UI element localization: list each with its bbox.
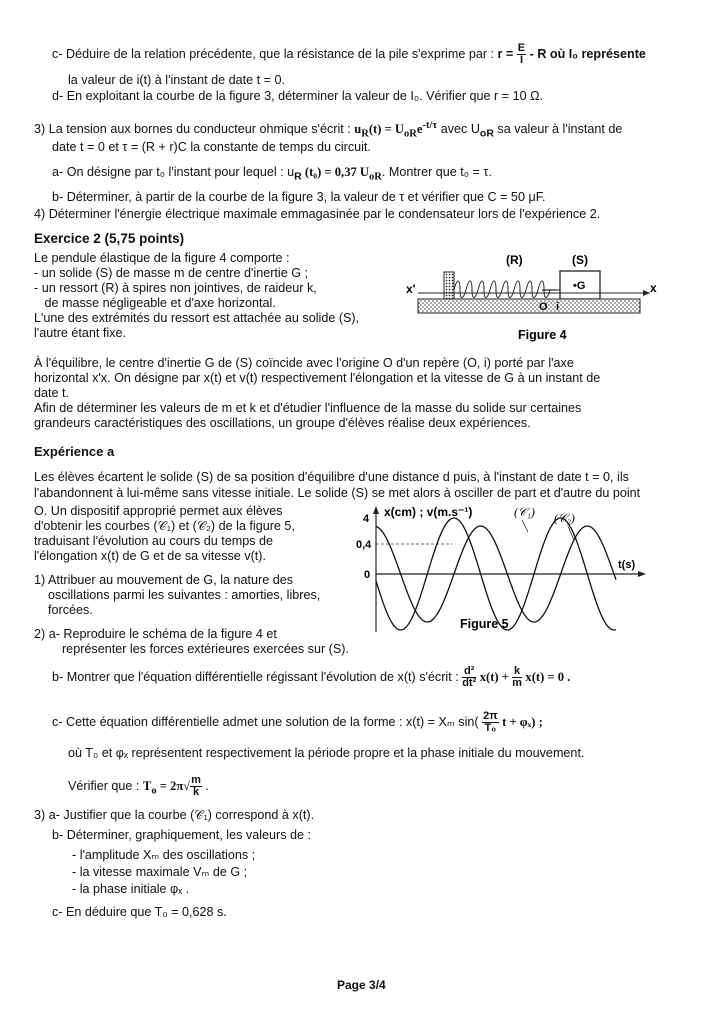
list-item: - la phase initiale φₓ .: [72, 882, 190, 896]
paragraph-line: traduisant l'évolution au cours du temps de: [34, 534, 274, 548]
paragraph-line: Afin de déterminer les valeurs de m et k et d'étudier l'influence de la masse du solide sur certaines: [34, 401, 582, 415]
label-x: x: [650, 281, 657, 295]
experiment-a-line: Les élèves écartent le solide (S) de sa position d'équilibre d'une distance d puis, à l'instant de date t = 0, ils: [34, 470, 629, 484]
question-1: [34, 573, 320, 618]
label-x-prime: x': [406, 282, 416, 296]
curve-c1-label: (𝒞₁): [514, 505, 535, 519]
paragraph-line: l'élongation x(t) de G et de sa vitesse v(t).: [34, 549, 266, 563]
question-3a-part2: 3) a- Justifier que la courbe (𝒞₁) correspond à x(t).: [34, 808, 315, 822]
t-axis-label: t(s): [618, 559, 636, 571]
question-3b: b- Déterminer, à partir de la courbe de la figure 3, la valeur de τ et vérifier que C = 50 μF.: [52, 190, 546, 204]
tick-0-4: 0,4: [356, 539, 372, 551]
label-solid: (S): [572, 253, 588, 267]
y-axis-arrow-icon: [373, 506, 379, 514]
figure-5-caption: Figure 5: [460, 617, 509, 631]
paragraph-line: À l'équilibre, le centre d'inertie G de (S) coïncide avec l'origine O d'un repère (O, i) porté par l'axe: [34, 356, 574, 370]
question-3b-items: [72, 848, 255, 897]
intro-line: Le pendule élastique de la figure 4 comporte :: [34, 251, 290, 265]
tick-0: 0: [364, 569, 371, 581]
figure-5: [352, 502, 652, 642]
question-3a: a- On désigne par t₀ l'instant pour lequel : $u_R$ (t₀) = 0,37 $U_{oR}$. Montrer que t₀ = τ.: [52, 165, 492, 183]
paragraph-line: O. Un dispositif approprié permet aux élèves: [34, 504, 283, 518]
intro-line: l'autre étant fixe.: [34, 326, 127, 340]
label-center-of-mass: •G: [573, 280, 586, 292]
page-number: Page 3/4: [337, 978, 386, 992]
equilibrium-paragraph: [34, 356, 686, 431]
figure-4-caption: Figure 4: [518, 328, 567, 342]
label-unit-vector: i: [556, 301, 560, 313]
paragraph-line: oscillations parmi les suivantes : amorties, libres,: [34, 588, 321, 602]
intro-line: - un solide (S) de masse m de centre d'inertie G ;: [34, 266, 308, 280]
question-2b: b- Montrer que l'équation différentielle régissant l'évolution de x(t) s'écrit : $\frac{\text{d²}}{\text{dt²}}$ x(t) + $\frac{k}{m}$ x(t) = 0 .: [52, 665, 571, 689]
t-axis-arrow-icon: [638, 571, 646, 577]
question-2a: [34, 627, 349, 657]
question-4: 4) Déterminer l'énergie électrique maximale emmagasinée par le condensateur lors de l'expérience 2.: [34, 207, 601, 221]
intro-line: L'une des extrémités du ressort est attachée au solide (S),: [34, 311, 360, 325]
paragraph-line: 2) a- Reproduire le schéma de la figure 4 et: [34, 627, 277, 641]
question-2c-verify: Vérifier que : $T_o = 2\pi√$ $\frac{m}{k}$ .: [68, 774, 209, 798]
question-3: 3) La tension aux bornes du conducteur ohmique s'écrit : $u_R(t) = U_{oR}e^{-t/\tau}$ avec $U_{oR}$ sa valeur à l'instant de: [34, 120, 623, 140]
exercise-2-intro: [34, 251, 359, 341]
c1-pointer: [522, 520, 528, 532]
paragraph-line: représenter les forces extérieures exercées sur (S).: [34, 642, 349, 656]
axis-arrow-icon: [643, 290, 650, 296]
paragraph-line: forcées.: [34, 603, 93, 617]
y-axis-label: x(cm) ; v(m.s⁻¹): [384, 505, 473, 519]
tick-4: 4: [363, 513, 370, 525]
label-origin: O: [539, 301, 548, 313]
paragraph-line: horizontal x'x. On désigne par x(t) et v(t) respectivement l'élongation et la vitesse de G à un instant de: [34, 371, 601, 385]
curve-c2-label: (𝒞₂): [554, 511, 575, 525]
question-3c-part2: c- En déduire que T₀ = 0,628 s.: [52, 905, 227, 919]
spring: [454, 281, 560, 298]
question-2c: c- Cette équation différentielle admet une solution de la forme : x(t) = Xₘ sin( $\frac{2\pi}{\text{T₀}}$ t + φₓ) ;: [52, 710, 543, 734]
intro-line: de masse négligeable et d'axe horizontal.: [34, 296, 276, 310]
question-3-line2: date t = 0 et τ = (R + r)C la constante de temps du circuit.: [52, 140, 371, 154]
question-c-line2: la valeur de i(t) à l'instant de date t = 0.: [68, 73, 285, 87]
paragraph-line: date t.: [34, 386, 70, 400]
experiment-a-left: [34, 504, 295, 564]
experiment-a-title: Expérience a: [34, 444, 115, 459]
paragraph-line: d'obtenir les courbes (𝒞₁) et (𝒞₂) de la figure 5,: [34, 519, 295, 533]
paragraph-line: 1) Attribuer au mouvement de G, la nature des: [34, 573, 294, 587]
figure-4: [400, 252, 672, 348]
question-3b-part2: b- Déterminer, graphiquement, les valeurs de :: [52, 828, 312, 842]
experiment-a-line: l'abandonnent à lui-même sans vitesse initiale. Le solide (S) se met alors à osciller de part et d'autre du point: [34, 486, 641, 500]
fixed-wall: [444, 272, 454, 299]
list-item: - la vitesse maximale Vₘ de G ;: [72, 865, 248, 879]
question-2c-line2: où T₀ et φₓ représentent respectivement la période propre et la phase initiale du mouvement.: [68, 746, 585, 760]
support-surface: [418, 299, 640, 313]
list-item: - l'amplitude Xₘ des oscillations ;: [72, 848, 256, 862]
question-d: d- En exploitant la courbe de la figure 3, déterminer la valeur de I₀. Vérifier que r = 10 Ω.: [52, 89, 544, 103]
intro-line: - un ressort (R) à spires non jointives, de raideur k,: [34, 281, 317, 295]
paragraph-line: grandeurs caractéristiques des oscillations, un groupe d'élèves réalise deux expériences.: [34, 416, 531, 430]
exercise-2-title: Exercice 2 (5,75 points): [34, 231, 185, 246]
question-c: c- Déduire de la relation précédente, que la résistance de la pile s'exprime par : r = $\frac{E}{I}$ - R où I₀ représente: [52, 42, 646, 66]
label-spring: (R): [506, 253, 523, 267]
